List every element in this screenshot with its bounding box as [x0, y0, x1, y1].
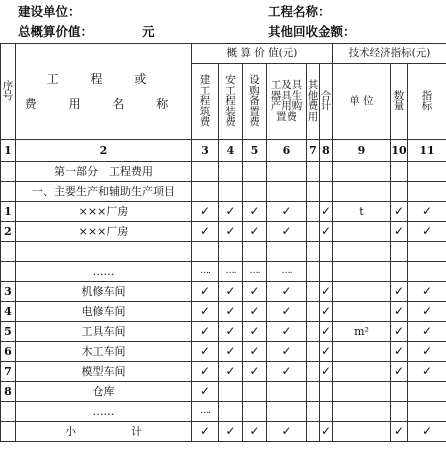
row-mark: ✓ [320, 202, 333, 222]
row-mark: ✓ [219, 422, 243, 442]
row-mark [267, 382, 307, 402]
table-row [1, 182, 446, 202]
row-mark: ✓ [320, 282, 333, 302]
row-name [16, 242, 192, 262]
row-mark: ✓ [267, 302, 307, 322]
row-name: 木工车间 [16, 342, 192, 362]
col-number: 11 [408, 140, 446, 162]
row-mark [219, 242, 243, 262]
row-mark: ✓ [267, 362, 307, 382]
col-other-header: 其他费用 [307, 64, 320, 140]
row-mark: ✓ [267, 342, 307, 362]
row-mark: ✓ [267, 222, 307, 242]
row-qty: ✓ [391, 322, 408, 342]
row-mark [243, 242, 267, 262]
row-mark [243, 162, 267, 182]
table-row [1, 342, 446, 362]
row-mark [267, 402, 307, 422]
row-name: 仓库 [16, 382, 192, 402]
row-unit [333, 402, 391, 422]
table-row [1, 322, 446, 342]
col-number: 3 [192, 140, 219, 162]
project-name-label: 工程名称： [268, 4, 331, 19]
row-name: ×××厂房 [16, 222, 192, 242]
row-mark [320, 382, 333, 402]
row-mark: ✓ [192, 282, 219, 302]
row-mark: ✓ [320, 422, 333, 442]
row-mark: ✓ [192, 422, 219, 442]
row-mark: ✓ [219, 302, 243, 322]
row-unit [333, 382, 391, 402]
row-mark: ✓ [243, 282, 267, 302]
row-name: 工具车间 [16, 322, 192, 342]
row-mark [320, 262, 333, 282]
row-mark: …. [192, 262, 219, 282]
col-number: 8 [320, 140, 333, 162]
row-qty: ✓ [391, 342, 408, 362]
row-mark [307, 242, 320, 262]
row-index [408, 242, 446, 262]
row-qty: ✓ [391, 302, 408, 322]
col-number: 2 [16, 140, 192, 162]
row-index [408, 162, 446, 182]
row-number [1, 422, 16, 442]
row-unit [333, 362, 391, 382]
row-mark: ✓ [219, 342, 243, 362]
construction-unit-label: 建设单位： [18, 4, 81, 19]
row-index: ✓ [408, 202, 446, 222]
row-mark: ✓ [320, 222, 333, 242]
row-mark: ✓ [320, 362, 333, 382]
row-name: 小 计 [16, 422, 192, 442]
row-mark [219, 382, 243, 402]
row-mark [243, 382, 267, 402]
row-mark [219, 182, 243, 202]
row-number: 5 [1, 322, 16, 342]
row-mark: ✓ [320, 322, 333, 342]
table-row [1, 302, 446, 322]
row-number: 2 [1, 222, 16, 242]
row-qty [391, 402, 408, 422]
total-estimate-unit: 元 [142, 24, 155, 39]
row-unit [333, 282, 391, 302]
row-mark: ✓ [243, 342, 267, 362]
table-row [1, 202, 446, 222]
row-number [1, 242, 16, 262]
row-index: ✓ [408, 282, 446, 302]
row-mark: …. [192, 402, 219, 422]
row-number [1, 162, 16, 182]
row-mark: …. [219, 262, 243, 282]
col-index-header: 指标 [408, 64, 446, 140]
table-row [1, 162, 446, 182]
row-qty [391, 382, 408, 402]
row-mark: ✓ [219, 202, 243, 222]
row-mark: ✓ [320, 342, 333, 362]
col-equip-header: 设购备置费 [243, 64, 267, 140]
row-name: 电修车间 [16, 302, 192, 322]
table-row [1, 362, 446, 382]
row-name: 一、主要生产和辅助生产项目 [16, 182, 192, 202]
row-mark [320, 182, 333, 202]
row-name: …… [16, 402, 192, 422]
row-name: 第一部分 工程费用 [16, 162, 192, 182]
row-mark [267, 182, 307, 202]
row-mark [307, 382, 320, 402]
row-number: 4 [1, 302, 16, 322]
table-row [1, 422, 446, 442]
col-number: 9 [333, 140, 391, 162]
row-mark: ✓ [219, 362, 243, 382]
row-unit [333, 222, 391, 242]
col-number: 4 [219, 140, 243, 162]
row-mark: ✓ [192, 302, 219, 322]
row-qty [391, 242, 408, 262]
col-number: 6 [267, 140, 307, 162]
col-number: 5 [243, 140, 267, 162]
row-mark: ✓ [243, 222, 267, 242]
row-index [408, 382, 446, 402]
row-name: 模型车间 [16, 362, 192, 382]
row-number: 3 [1, 282, 16, 302]
row-mark [219, 162, 243, 182]
row-mark [307, 262, 320, 282]
row-mark: …. [243, 262, 267, 282]
table-row [1, 282, 446, 302]
row-qty: ✓ [391, 222, 408, 242]
row-number: 6 [1, 342, 16, 362]
row-mark: ✓ [243, 422, 267, 442]
row-mark [307, 182, 320, 202]
row-index [408, 402, 446, 422]
row-number: 7 [1, 362, 16, 382]
row-mark [192, 162, 219, 182]
row-unit [333, 422, 391, 442]
row-index: ✓ [408, 322, 446, 342]
row-qty: ✓ [391, 362, 408, 382]
col-qty-header: 数量 [391, 64, 408, 140]
row-qty [391, 262, 408, 282]
row-mark [219, 402, 243, 422]
row-mark: ✓ [267, 422, 307, 442]
col-tools-header: 工及具器具生产用购置费 [267, 64, 307, 140]
row-mark [307, 362, 320, 382]
other-recovery-label: 其他回收金额： [268, 24, 356, 39]
table-row [1, 262, 446, 282]
row-number: 1 [1, 202, 16, 222]
row-mark [307, 282, 320, 302]
row-mark: ✓ [243, 302, 267, 322]
row-mark: ✓ [320, 302, 333, 322]
row-mark: ✓ [243, 362, 267, 382]
row-unit: m² [333, 322, 391, 342]
table-row [1, 402, 446, 422]
row-mark: ✓ [192, 222, 219, 242]
row-mark [267, 162, 307, 182]
row-name: ×××厂房 [16, 202, 192, 222]
row-unit [333, 262, 391, 282]
row-mark: ✓ [192, 322, 219, 342]
row-number [1, 182, 16, 202]
row-index: ✓ [408, 342, 446, 362]
name-header: 工 程 或 费 用 名 称 [16, 44, 192, 140]
row-name: 机修车间 [16, 282, 192, 302]
row-unit [333, 342, 391, 362]
row-mark: …. [267, 262, 307, 282]
row-mark: ✓ [192, 382, 219, 402]
row-mark: ✓ [243, 202, 267, 222]
row-unit: t [333, 202, 391, 222]
row-mark [243, 182, 267, 202]
row-qty: ✓ [391, 202, 408, 222]
row-mark: ✓ [219, 282, 243, 302]
row-index [408, 262, 446, 282]
col-number: 7 [307, 140, 320, 162]
row-mark [307, 422, 320, 442]
row-mark [307, 322, 320, 342]
row-unit [333, 162, 391, 182]
col-number: 1 [1, 140, 16, 162]
row-mark: ✓ [219, 222, 243, 242]
tech-index-header: 技术经济指标(元) [333, 44, 446, 64]
col-unit-header: 单 位 [333, 64, 391, 140]
row-mark [307, 202, 320, 222]
row-mark [307, 222, 320, 242]
total-estimate-label: 总概算价值： [18, 24, 94, 39]
row-mark [307, 402, 320, 422]
row-mark [307, 342, 320, 362]
row-unit [333, 302, 391, 322]
row-mark: ✓ [192, 362, 219, 382]
row-mark: ✓ [267, 282, 307, 302]
row-name: …… [16, 262, 192, 282]
row-mark [320, 402, 333, 422]
row-mark [267, 242, 307, 262]
row-index [408, 182, 446, 202]
row-qty [391, 162, 408, 182]
row-qty [391, 182, 408, 202]
estimate-value-header: 概 算 价 值(元) [192, 44, 333, 64]
row-index: ✓ [408, 302, 446, 322]
row-mark: ✓ [267, 322, 307, 342]
row-index: ✓ [408, 362, 446, 382]
row-mark: ✓ [267, 202, 307, 222]
row-mark: ✓ [219, 322, 243, 342]
col-number: 10 [391, 140, 408, 162]
estimate-table [0, 43, 446, 442]
table-row [1, 242, 446, 262]
col-total-header: 合计 [320, 64, 333, 140]
row-index: ✓ [408, 222, 446, 242]
row-mark [320, 162, 333, 182]
row-mark: ✓ [243, 322, 267, 342]
row-number [1, 262, 16, 282]
row-mark: ✓ [192, 342, 219, 362]
row-mark [307, 302, 320, 322]
row-mark: ✓ [192, 202, 219, 222]
col-build-header: 建工程筑费 [192, 64, 219, 140]
table-row [1, 222, 446, 242]
row-unit [333, 182, 391, 202]
seq-header: 序 号 [1, 44, 16, 140]
row-qty: ✓ [391, 422, 408, 442]
row-number [1, 402, 16, 422]
col-install-header: 安工程装费 [219, 64, 243, 140]
table-row [1, 382, 446, 402]
row-mark [192, 242, 219, 262]
row-mark [320, 242, 333, 262]
row-mark [307, 162, 320, 182]
row-mark [192, 182, 219, 202]
row-qty: ✓ [391, 282, 408, 302]
row-mark [243, 402, 267, 422]
row-number: 8 [1, 382, 16, 402]
row-unit [333, 242, 391, 262]
row-index: ✓ [408, 422, 446, 442]
